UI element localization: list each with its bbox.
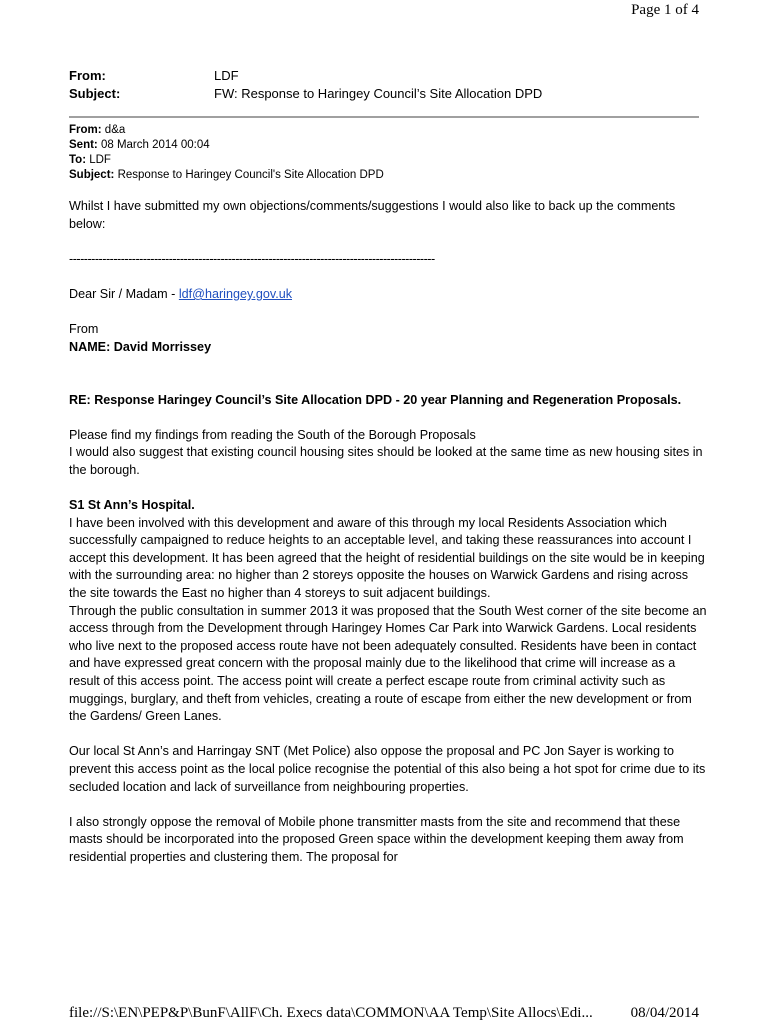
email-body (69, 198, 709, 867)
masts-paragraph: I also strongly oppose the removal of Mobile phone transmitter masts from the site and recommend that these masts should be incorporated into the proposed Green space within the development keeping them away from residential properties and clustering them. The proposal for (69, 814, 684, 864)
forward-from-line (69, 123, 384, 138)
forward-from-value: d&a (104, 124, 126, 136)
intro-paragraph: Whilst I have submitted my own objections/comments/suggestions I would also like to back up the comments below: (69, 199, 676, 231)
snt-paragraph: Our local St Ann’s and Harringay SNT (Met Police) also oppose the proposal and PC Jon Sayer is working to prevent this access point as the local police recognise the potential of this also being a hot spot for crime due to its secluded location and lack of surveillance from neighbouring properties. (69, 744, 706, 794)
forward-sent-line (69, 138, 384, 153)
header-divider (69, 116, 699, 118)
header-subject-label: Subject: (69, 86, 121, 101)
from-word: From (69, 322, 99, 337)
findings-line-1: Please find my findings from reading the South of the Borough Proposals (69, 427, 476, 442)
s1-paragraph-2: Through the public consultation in summer 2013 it was proposed that the South West corner of the site become an access through from the Development through Haringey Homes Car Park into Warwick Gardens. Local residents who live next to the proposed access route have not been adequately consulted. Residents have been in contact and have expressed great concern with the proposal mainly due to the likelihood that crime will increase as a result of this access point. The access point will create a perfect escape route from criminal activity such as muggings, burglary, and theft from vehicles, creating a route of escape from either the new development or from the Gardens/ Green Lanes. (69, 603, 707, 724)
header-subject-value: FW: Response to Haringey Council’s Site Allocation DPD (214, 86, 543, 101)
re-heading: RE: Response Haringey Council’s Site Allocation DPD - 20 year Planning and Regeneration Proposals. (69, 392, 682, 407)
email-link[interactable]: ldf@haringey.gov.uk (178, 286, 293, 301)
forward-to-value: LDF (89, 154, 111, 166)
footer-date: 08/04/2014 (630, 1005, 699, 1021)
forwarded-message-meta (69, 123, 384, 183)
findings-line-2: I would also suggest that existing council housing sites should be looked at the same time as new housing sites in the borough. (69, 445, 703, 477)
name-line: NAME: David Morrissey (69, 339, 212, 354)
page-number: Page 1 of 4 (631, 2, 699, 18)
s1-paragraph-1: I have been involved with this development and aware of this through my local Residents Association which successfully campaigned to reduce heights to an acceptable level, and taking these reassurances into account I accept this development. It has been agreed that the height of residential buildings on the site would be in keeping with the surrounding area: no higher than 2 storeys opposite the houses on Warwick Gardens and rising across the site towards the East no higher than 4 storeys to suit adjacent buildings. (69, 515, 705, 601)
forward-subject-label: Subject: (69, 169, 115, 181)
header-from-label: From: (69, 68, 106, 83)
s1-heading: S1 St Ann’s Hospital. (69, 498, 195, 513)
forward-from-label: From: (69, 124, 102, 136)
footer-file-path: file://S:\EN\PEP&P\BunF\AllF\Ch. Execs data\COMMON\AA Temp\Site Allocs\Edi... (69, 1005, 593, 1021)
forward-to-label: To: (69, 154, 87, 166)
header-from-value: LDF (214, 68, 239, 83)
salutation-text: Dear Sir / Madam - (69, 286, 179, 301)
forward-sent-value: 08 March 2014 00:04 (100, 139, 210, 151)
forward-subject-line (69, 168, 384, 183)
forward-subject-value: Response to Haringey Council's Site Allocation DPD (117, 169, 384, 181)
salutation (69, 286, 709, 304)
forward-sent-label: Sent: (69, 139, 98, 151)
dashed-divider: --------------------------------------------------------------------------------------------------- (69, 251, 435, 266)
forward-to-line (69, 153, 384, 168)
